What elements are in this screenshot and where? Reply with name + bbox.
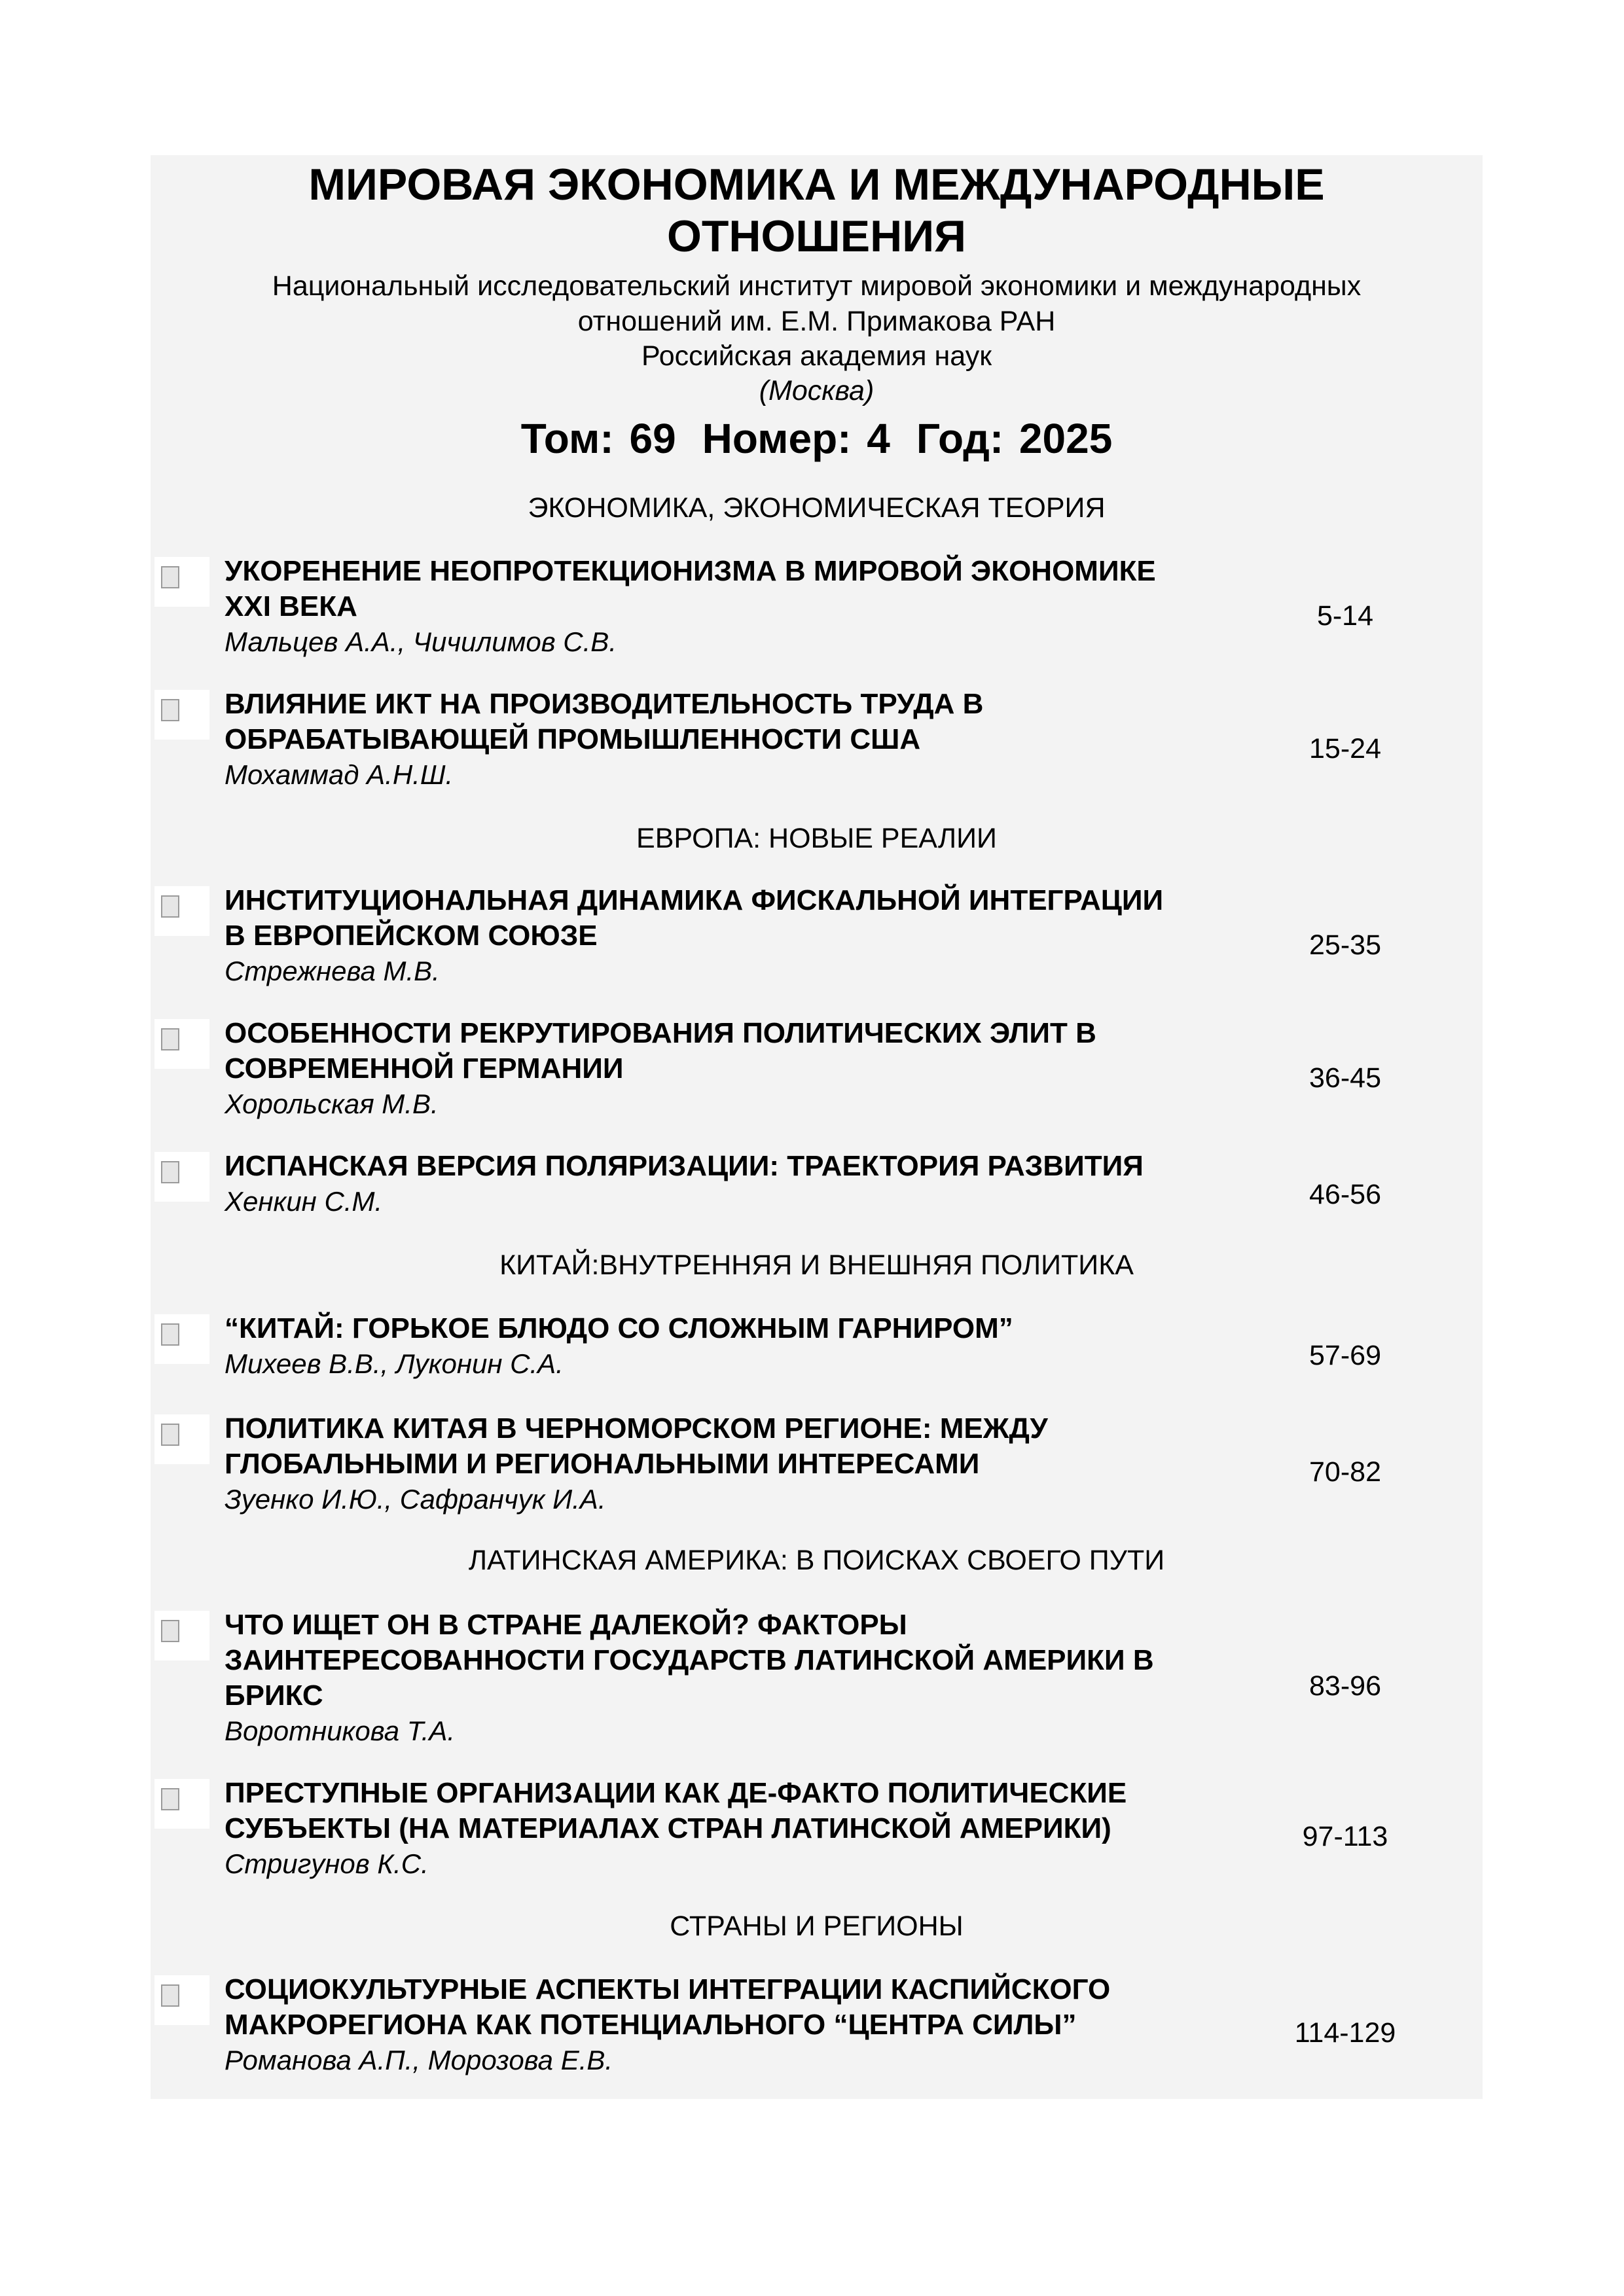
article-checkbox[interactable] <box>154 557 209 607</box>
article-title-line[interactable]: МАКРОРЕГИОНА КАК ПОТЕНЦИАЛЬНОГО “ЦЕНТРА СИЛЫ” <box>225 2009 1077 2041</box>
journal-title-line-1: МИРОВАЯ ЭКОНОМИКА И МЕЖДУНАРОДНЫЕ <box>308 160 1325 209</box>
article-pages: 36-45 <box>1309 1062 1381 1094</box>
article-title-line[interactable]: “КИТАЙ: ГОРЬКОЕ БЛЮДО СО СЛОЖНЫМ ГАРНИРОМ” <box>225 1312 1013 1344</box>
checkbox-icon <box>161 1323 179 1346</box>
article-entry[interactable] <box>225 554 1272 660</box>
article-entry[interactable] <box>225 1776 1272 1882</box>
article-entry[interactable] <box>225 1149 1272 1219</box>
article-title-line[interactable]: XXI ВЕКА <box>225 590 357 622</box>
issue-info <box>151 414 1483 463</box>
article-pages: 97-113 <box>1302 1821 1388 1852</box>
section-heading: ЕВРОПА: НОВЫЕ РЕАЛИИ <box>636 823 997 854</box>
article-title-line[interactable]: В ЕВРОПЕЙСКОМ СОЮЗЕ <box>225 920 598 952</box>
article-checkbox[interactable] <box>154 886 209 936</box>
article-title-line[interactable]: ЗАИНТЕРЕСОВАННОСТИ ГОСУДАРСТВ ЛАТИНСКОЙ АМЕРИКИ В <box>225 1644 1154 1676</box>
article-title-line[interactable]: ГЛОБАЛЬНЫМИ И РЕГИОНАЛЬНЫМИ ИНТЕРЕСАМИ <box>225 1448 980 1480</box>
article-checkbox[interactable] <box>154 1611 209 1660</box>
checkbox-icon <box>161 1028 179 1050</box>
article-authors: Зуенко И.Ю., Сафранчук И.А. <box>225 1484 606 1515</box>
section-heading: СТРАНЫ И РЕГИОНЫ <box>670 1910 964 1942</box>
article-title-line[interactable]: СОЦИОКУЛЬТУРНЫЕ АСПЕКТЫ ИНТЕГРАЦИИ КАСПИЙСКОГО <box>225 1973 1111 2005</box>
publisher-line-3: Российская академия наук <box>641 340 992 372</box>
article-pages: 46-56 <box>1309 1179 1381 1210</box>
article-authors: Хенкин С.М. <box>225 1186 383 1217</box>
section-heading: ЛАТИНСКАЯ АМЕРИКА: В ПОИСКАХ СВОЕГО ПУТИ <box>468 1545 1165 1576</box>
article-checkbox[interactable] <box>154 1975 209 2025</box>
article-authors: Стригунов К.С. <box>225 1848 429 1879</box>
article-title-line[interactable]: ВЛИЯНИЕ ИКТ НА ПРОИЗВОДИТЕЛЬНОСТЬ ТРУДА В <box>225 688 984 720</box>
article-pages: 15-24 <box>1309 733 1381 764</box>
checkbox-icon <box>161 1984 179 2007</box>
article-pages: 5-14 <box>1316 600 1374 632</box>
article-title-line[interactable]: ЧТО ИЩЕТ ОН В СТРАНЕ ДАЛЕКОЙ? ФАКТОРЫ <box>225 1609 907 1641</box>
article-entry[interactable] <box>225 1311 1272 1382</box>
article-pages: 70-82 <box>1309 1456 1381 1488</box>
checkbox-icon <box>161 1620 179 1642</box>
article-entry[interactable] <box>225 1016 1272 1122</box>
checkbox-icon <box>161 699 179 721</box>
article-authors: Мальцев А.А., Чичилимов С.В. <box>225 626 617 657</box>
article-checkbox[interactable] <box>154 1779 209 1829</box>
article-checkbox[interactable] <box>154 1414 209 1464</box>
article-title-line[interactable]: ПРЕСТУПНЫЕ ОРГАНИЗАЦИИ КАК ДЕ-ФАКТО ПОЛИТИЧЕСКИЕ <box>225 1777 1127 1809</box>
article-authors: Воротникова Т.А. <box>225 1715 456 1746</box>
article-checkbox[interactable] <box>154 1019 209 1069</box>
article-pages: 57-69 <box>1309 1340 1381 1371</box>
article-entry[interactable] <box>225 883 1272 989</box>
publisher-line-2: отношений им. Е.М. Примакова РАН <box>577 306 1056 337</box>
article-title-line[interactable]: ИСПАНСКАЯ ВЕРСИЯ ПОЛЯРИЗАЦИИ: ТРАЕКТОРИЯ РАЗВИТИЯ <box>225 1150 1144 1182</box>
article-title-line[interactable]: ИНСТИТУЦИОНАЛЬНАЯ ДИНАМИКА ФИСКАЛЬНОЙ ИНТЕГРАЦИИ <box>225 884 1164 916</box>
article-authors: Хорольская М.В. <box>225 1088 439 1119</box>
year: Год: 2025 <box>916 415 1113 462</box>
section-heading: КИТАЙ:ВНУТРЕННЯЯ И ВНЕШНЯЯ ПОЛИТИКА <box>499 1249 1134 1281</box>
article-title-line[interactable]: БРИКС <box>225 1679 323 1712</box>
publisher-city: (Москва) <box>759 375 875 406</box>
article-authors: Стрежнева М.В. <box>225 956 440 986</box>
issue-number: Номер: 4 <box>702 415 890 462</box>
article-title-line[interactable]: ОБРАБАТЫВАЮЩЕЙ ПРОМЫШЛЕННОСТИ США <box>225 723 921 755</box>
article-title-line[interactable]: ПОЛИТИКА КИТАЯ В ЧЕРНОМОРСКОМ РЕГИОНЕ: МЕЖДУ <box>225 1412 1048 1444</box>
article-authors: Романова А.П., Морозова Е.В. <box>225 2045 613 2075</box>
journal-title-line-2: ОТНОШЕНИЯ <box>667 211 966 261</box>
checkbox-icon <box>161 1788 179 1810</box>
article-checkbox[interactable] <box>154 1152 209 1202</box>
article-title-line[interactable]: УКОРЕНЕНИЕ НЕОПРОТЕКЦИОНИЗМА В МИРОВОЙ ЭКОНОМИКЕ <box>225 555 1156 587</box>
checkbox-icon <box>161 895 179 918</box>
article-checkbox[interactable] <box>154 1314 209 1364</box>
article-title-line[interactable]: СУБЪЕКТЫ (НА МАТЕРИАЛАХ СТРАН ЛАТИНСКОЙ АМЕРИКИ) <box>225 1812 1111 1844</box>
checkbox-icon <box>161 566 179 588</box>
article-entry[interactable] <box>225 1972 1272 2078</box>
checkbox-icon <box>161 1161 179 1183</box>
article-checkbox[interactable] <box>154 690 209 740</box>
checkbox-icon <box>161 1424 179 1446</box>
article-pages: 114-129 <box>1294 2017 1396 2049</box>
volume: Том: 69 <box>520 415 676 462</box>
article-entry[interactable] <box>225 1411 1272 1517</box>
article-title-line[interactable]: СОВРЕМЕННОЙ ГЕРМАНИИ <box>225 1052 624 1085</box>
article-title-line[interactable]: ОСОБЕННОСТИ РЕКРУТИРОВАНИЯ ПОЛИТИЧЕСКИХ ЭЛИТ В <box>225 1017 1096 1049</box>
article-pages: 25-35 <box>1309 929 1381 961</box>
article-authors: Михеев В.В., Луконин С.А. <box>225 1348 564 1379</box>
article-authors: Мохаммад А.Н.Ш. <box>225 759 454 790</box>
publisher-line-1: Национальный исследовательский институт мировой экономики и международных <box>272 270 1362 302</box>
section-heading: ЭКОНОМИКА, ЭКОНОМИЧЕСКАЯ ТЕОРИЯ <box>528 492 1106 524</box>
article-entry[interactable] <box>225 687 1272 793</box>
article-entry[interactable] <box>225 1607 1272 1749</box>
article-pages: 83-96 <box>1309 1670 1381 1702</box>
